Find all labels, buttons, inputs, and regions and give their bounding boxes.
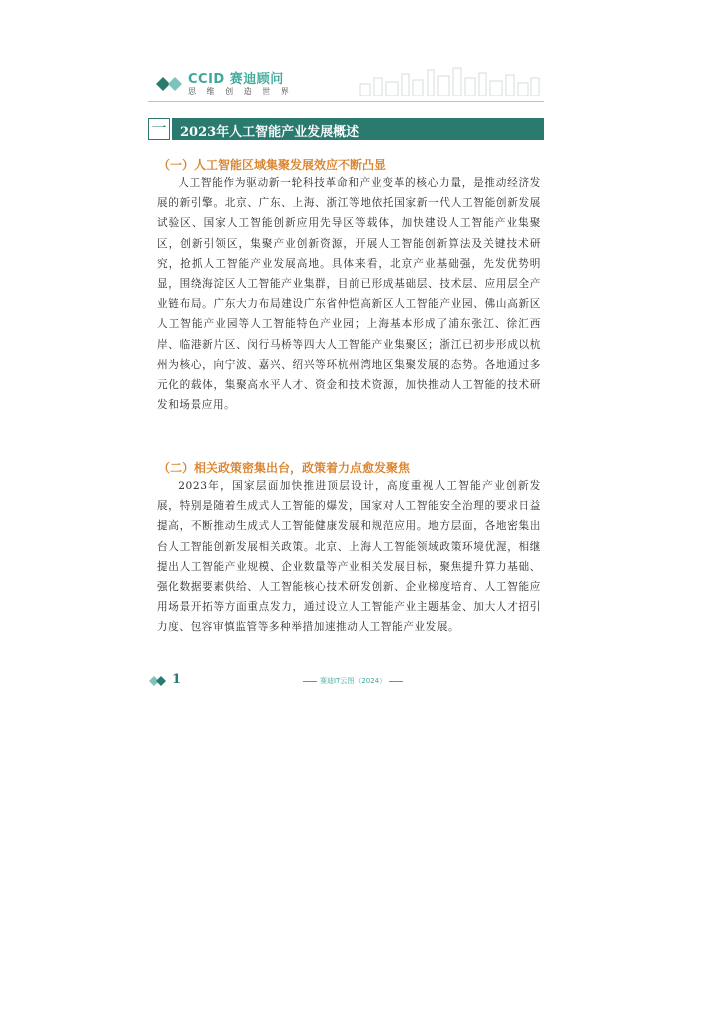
city-skyline-icon xyxy=(356,66,542,96)
footer-caption xyxy=(300,676,406,686)
section-title-bar xyxy=(172,118,544,140)
footer-dash xyxy=(389,681,403,682)
subsection-heading: （二）相关政策密集出台，政策着力点愈发聚焦 xyxy=(158,461,411,475)
logo-diamond-icon xyxy=(148,72,188,96)
page-number: 1 xyxy=(172,672,182,687)
header xyxy=(148,66,544,104)
section-title: 2023年人工智能产业发展概述 xyxy=(180,125,360,140)
subsection-heading: （一）人工智能区域集聚发展效应不断凸显 xyxy=(158,158,387,172)
footer-caption-text: 赛迪IT云图（2024） xyxy=(320,677,387,685)
section-number: 一 xyxy=(148,118,170,140)
paragraph: 人工智能作为驱动新一轮科技革命和产业变革的核心力量，是推动经济发展的新引擎。北京、广东、上海、浙江等地依托国家新一代人工智能创新发展试验区、国家人工智能创新应用先导区等载体，加快建设人工智能产业集聚区，创新引领区，集聚产业创新资源，开展人工智能创新算法及关键技术研究，抢抓人工智能产业发展高地。具体来看，北京产业基础强，先发优势明显，围绕海淀区人工智能产业集群，目前已形成基础层、技术层、应用层全产业链布局。广东大力布局建设广东省仲恺高新区人工智能产业园、佛山高新区人工智能产业园等人工智能特色产业园；上海基本形成了浦东张江、徐汇西岸、临港新片区、闵行马桥等四大人工智能产业集聚区；浙江已初步形成以杭州为核心，向宁波、嘉兴、绍兴等环杭州湾地区集聚发展的态势。各地通过多元化的载体，集聚高水平人才、资金和技术资源，加快推动人工智能的技术研发和场景应用。 xyxy=(157,177,541,412)
subsection-body xyxy=(157,476,541,638)
subsection-body xyxy=(157,173,541,415)
footer-dash xyxy=(303,681,317,682)
header-divider xyxy=(148,101,544,102)
logo-tagline: 思 维 创 造 世 界 xyxy=(188,87,293,96)
paragraph: 2023年，国家层面加快推进顶层设计，高度重视人工智能产业创新发展，特别是随着生成式人工智能的爆发，国家对人工智能安全治理的要求日益提高，不断推动生成式人工智能健康发展和规范应用。地方层面，各地密集出台人工智能创新发展相关政策。北京、上海人工智能领域政策环境优渥，相继提出人工智能产业规模、企业数量等产业相关发展目标，聚焦提升算力基础、强化数据要素供给、人工智能核心技术研发创新、企业梯度培育、人工智能应用场景开拓等方面重点发力，通过设立人工智能产业主题基金、加大人才招引力度、包容审慎监管等多种举措加速推动人工智能产业发展。 xyxy=(157,480,541,634)
footer-diamond-icon xyxy=(148,675,168,687)
section-banner xyxy=(148,118,544,140)
logo-text: CCID 赛迪顾问 xyxy=(188,72,284,87)
